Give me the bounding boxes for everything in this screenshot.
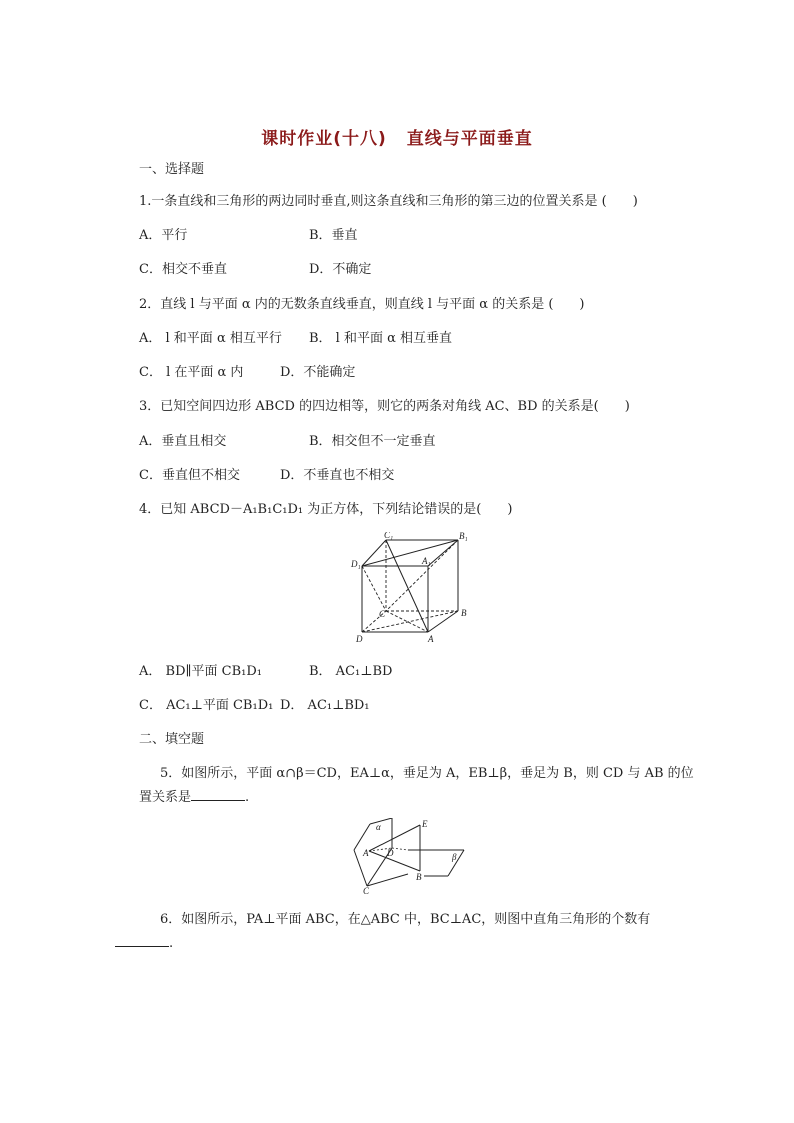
label-B: B <box>461 608 467 618</box>
q4-option-c: C． AC₁⊥平面 CB₁D₁ <box>139 698 274 713</box>
line-AB <box>369 851 420 871</box>
q6-end: . <box>169 936 174 951</box>
planes-figure <box>352 818 470 898</box>
q3-stem: 3．已知空间四边形 ABCD 的四边相等，则它的两条对角线 AC、BD 的关系是( ) <box>139 399 630 414</box>
title-main: 课时作业(十八) <box>261 129 387 149</box>
q2-option-a: A． l 和平面 α 相互平行 <box>139 331 282 346</box>
q4-option-b: B． AC₁⊥BD <box>309 664 393 679</box>
q6-answer-blank[interactable] <box>115 934 169 947</box>
section-choice: 一、选择题 <box>139 162 205 177</box>
q2-option-b: B． l 和平面 α 相互垂直 <box>309 331 453 346</box>
line-D-hidden <box>392 848 408 850</box>
label-B: B <box>416 872 422 882</box>
q2-option-c: C． l 在平面 α 内 <box>139 365 244 380</box>
title-sub: 直线与平面垂直 <box>406 129 533 149</box>
q5-stem-line1: 5．如图所示，平面 α∩β＝CD，EA⊥α，垂足为 A，EB⊥β，垂足为 B，则 CD 与 AB 的位 <box>160 766 694 781</box>
label-B1: B₁ <box>459 532 468 541</box>
label-D: D <box>356 634 363 644</box>
edge-D1C1 <box>362 540 386 566</box>
label-E: E <box>422 819 428 829</box>
q4-stem: 4．已知 ABCD－A₁B₁C₁D₁ 为正方体，下列结论错误的是( ) <box>139 502 513 517</box>
cube-figure <box>348 532 478 652</box>
diag-D1C <box>362 566 386 611</box>
label-beta: β <box>452 852 457 862</box>
label-C: C <box>363 886 370 894</box>
q4-option-a: A． BD∥平面 CB₁D₁ <box>139 664 262 679</box>
label-C1: C₁ <box>384 532 394 540</box>
label-A1: A₁ <box>422 556 431 566</box>
label-alpha: α <box>376 822 381 832</box>
diag-B1C <box>386 540 458 611</box>
q5-end: . <box>245 790 250 805</box>
plane-alpha-edge <box>370 818 392 848</box>
q2-option-d: D．不能确定 <box>280 365 356 380</box>
q5-stem-line2 <box>139 788 249 806</box>
label-C: C <box>379 609 386 619</box>
q1-option-c: C．相交不垂直 <box>139 262 227 277</box>
q6-stem-line1: 6．如图所示，PA⊥平面 ABC，在△ABC 中，BC⊥AC，则图中直角三角形的个数有 <box>160 912 651 927</box>
label-D1: D₁ <box>351 559 361 569</box>
q3-option-d: D．不垂直也不相交 <box>280 468 395 483</box>
section-fill: 二、填空题 <box>139 732 205 747</box>
q4-option-d: D． AC₁⊥BD₁ <box>280 698 370 713</box>
q5-stem-text: 置关系是 <box>139 790 192 805</box>
q5-answer-blank[interactable] <box>191 788 245 801</box>
q1-option-b: B．垂直 <box>309 228 358 243</box>
plane-alpha-left <box>354 824 370 850</box>
q1-option-d: D．不确定 <box>309 262 372 277</box>
diag-CA <box>386 611 428 632</box>
page-title <box>0 124 794 149</box>
label-D: D <box>387 848 394 858</box>
q3-option-c: C．垂直但不相交 <box>139 468 240 483</box>
q1-stem: 1.一条直线和三角形的两边同时垂直,则这条直线和三角形的第三边的位置关系是 ( ) <box>139 194 638 209</box>
q1-option-a: A．平行 <box>139 228 188 243</box>
q3-option-b: B．相交但不一定垂直 <box>309 434 436 449</box>
label-A: A <box>428 634 434 644</box>
q2-stem: 2．直线 l 与平面 α 内的无数条直线垂直，则直线 l 与平面 α 的关系是 ( ) <box>139 297 585 312</box>
q6-stem-line2 <box>115 934 173 952</box>
label-A: A <box>363 848 369 858</box>
q3-option-a: A．垂直且相交 <box>139 434 227 449</box>
